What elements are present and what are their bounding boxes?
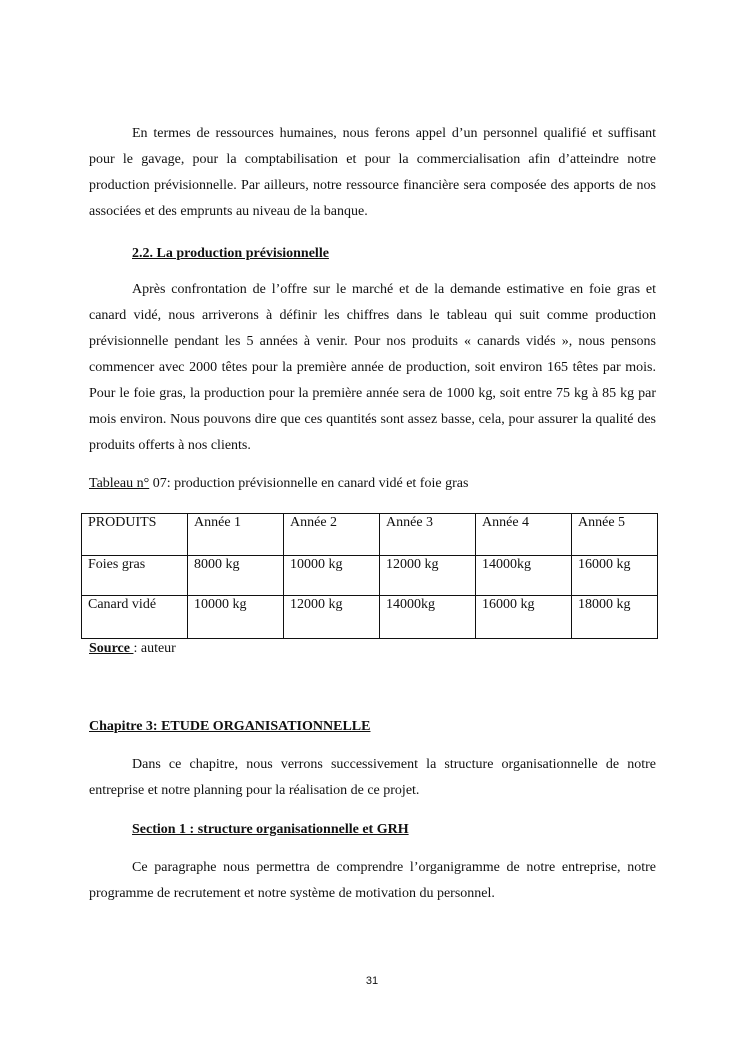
table-cell: Foies gras xyxy=(82,556,188,596)
source-label: Source xyxy=(89,641,134,656)
production-table xyxy=(81,513,658,639)
table-header-cell: Année 3 xyxy=(380,514,476,556)
table-row xyxy=(82,596,658,639)
table-cell: 16000 kg xyxy=(476,596,572,639)
table-cell: 14000kg xyxy=(476,556,572,596)
table-caption-label: Tableau n° xyxy=(89,476,150,491)
table-cell: 8000 kg xyxy=(188,556,284,596)
table-cell: 10000 kg xyxy=(284,556,380,596)
table-cell: 18000 kg xyxy=(572,596,658,639)
table-cell: 10000 kg xyxy=(188,596,284,639)
table-source xyxy=(89,638,176,660)
paragraph-section-intro: Ce paragraphe nous permettra de comprendre l’organigramme de notre entreprise, notre programme de recrutement et notre système de motivation du personnel. xyxy=(89,860,656,901)
table-row xyxy=(82,556,658,596)
paragraph-production: Après confrontation de l’offre sur le marché et de la demande estimative en foie gras et canard vidé, nous arriverons à définir les chiffres dans le tableau qui suit comme production prévisionnelle pendant les 5 années à venir. Pour nos produits « canards vidés », nous pensons commencer avec 2000 têtes pour la première année de production, soit environ 165 têtes par mois. Pour le foie gras, la production pour la première année sera de 1000 kg, soit entre 75 kg à 85 kg par mois environ. Nous pouvons dire que ces quantités sont assez basse, cela, pour assurer la qualité des produits offerts à nos clients. xyxy=(89,282,656,453)
table-cell: 16000 kg xyxy=(572,556,658,596)
paragraph-human-resources: En termes de ressources humaines, nous ferons appel d’un personnel qualifié et suffisant pour le gavage, pour la comptabilisation et pour la commercialisation afin d’atteindre notre production prévisionnelle. Par ailleurs, notre ressource financière sera composée des apports de nos associées et des emprunts au niveau de la banque. xyxy=(89,126,656,219)
page-number: 31 xyxy=(365,975,379,987)
section-heading-2-2: 2.2. La production prévisionnelle xyxy=(132,246,329,261)
source-text: : auteur xyxy=(133,641,176,656)
table-cell: 12000 kg xyxy=(284,596,380,639)
table-header-cell: Année 2 xyxy=(284,514,380,556)
table-caption xyxy=(89,471,468,497)
chapter-title: Chapitre 3: ETUDE ORGANISATIONNELLE xyxy=(89,719,371,734)
table-header-row xyxy=(82,514,658,556)
table-header-cell: Année 5 xyxy=(572,514,658,556)
table-cell: 14000kg xyxy=(380,596,476,639)
table-header-cell: Année 1 xyxy=(188,514,284,556)
table-cell: Canard vidé xyxy=(82,596,188,639)
table-cell: 12000 kg xyxy=(380,556,476,596)
section-title: Section 1 : structure organisationnelle et GRH xyxy=(132,822,409,837)
table-caption-text: 07: production prévisionnelle en canard vidé et foie gras xyxy=(149,476,469,491)
table-header-cell: PRODUITS xyxy=(82,514,188,556)
paragraph-chapter-intro: Dans ce chapitre, nous verrons successivement la structure organisationnelle de notre entreprise et notre planning pour la réalisation de ce projet. xyxy=(89,757,656,798)
table-header-cell: Année 4 xyxy=(476,514,572,556)
